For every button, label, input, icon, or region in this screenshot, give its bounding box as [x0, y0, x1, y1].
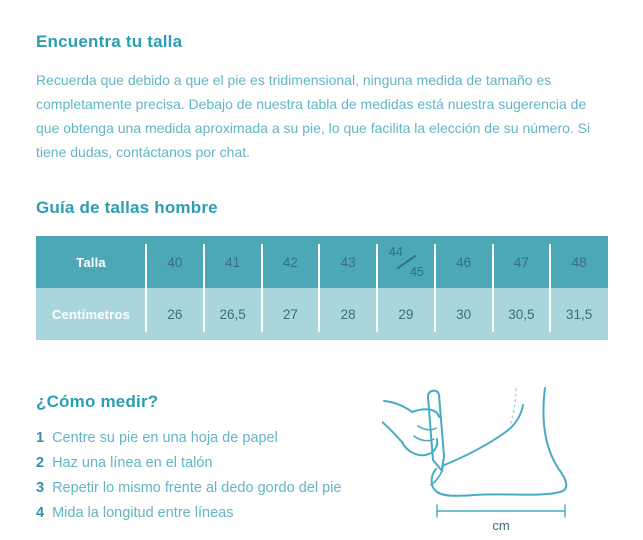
step-number: 2 [36, 455, 45, 471]
table-value-cell: 26,5 [219, 306, 246, 322]
size-table [36, 236, 608, 340]
table-value-cell: 28 [340, 306, 356, 322]
foot-top-line [442, 405, 523, 466]
table-value-cell: 46 [456, 254, 472, 270]
wrist-bottom-line [382, 422, 402, 442]
table-value-cell: 40 [167, 254, 183, 270]
measure-step [36, 476, 382, 501]
men-size-guide-title: Guía de tallas hombre [36, 198, 218, 217]
table-row-centimeters [36, 288, 608, 340]
how-to-measure-title: ¿Cómo medir? [36, 392, 159, 411]
table-value-cell: 30 [456, 306, 472, 322]
table-value-cell: 42 [282, 254, 298, 270]
table-value-cell: 27 [282, 306, 298, 322]
how-to-measure-section [36, 390, 610, 536]
step-text: Centre su pie en una hoja de papel [52, 430, 278, 446]
table-value-cell: 26 [167, 306, 183, 322]
finger-line-1 [418, 426, 436, 430]
how-to-measure-text [36, 390, 382, 526]
table-value-cell: 31,5 [565, 306, 593, 322]
measure-steps-list [36, 426, 382, 526]
table-row-label: Centímetros [51, 306, 131, 322]
shin-dashed-line [511, 388, 516, 423]
step-number: 3 [36, 480, 45, 496]
table-value-cell: 43 [340, 254, 356, 270]
table-value-cell: 29 [398, 306, 414, 322]
cm-label: cm [492, 518, 510, 533]
wrist-top-line [384, 401, 412, 412]
foot-outline [432, 388, 567, 496]
measure-step [36, 451, 382, 476]
table-value-cell: 41 [225, 254, 241, 270]
measure-step [36, 426, 382, 451]
step-number: 4 [36, 505, 45, 521]
measurement-line [437, 505, 565, 517]
measure-step [36, 501, 382, 526]
table-value-cell: 48 [571, 254, 587, 270]
table-value-cell: 30,5 [508, 306, 535, 322]
hand-outline [412, 409, 439, 417]
table-row-sizes [36, 236, 608, 288]
pencil-body [428, 391, 444, 471]
measure-illustration [382, 384, 610, 536]
table-row-label: Talla [76, 254, 106, 270]
table-value-cell: 44 45 [388, 245, 424, 279]
step-number: 1 [36, 430, 45, 446]
step-text: Haz una línea en el talón [52, 455, 213, 471]
step-text: Mida la longitud entre líneas [52, 505, 234, 521]
find-your-size-title: Encuentra tu talla [36, 32, 183, 51]
find-your-size-description: Recuerda que debido a que el pie es tridimensional, ninguna medida de tamaño es completamente precisa. Debajo de nuestra tabla de medidas está nuestra sugerencia de que obtenga una medida aproximada a su pie, lo que facilita la elección de su número. Si tiene dudas, contáctanos por chat. [36, 72, 591, 160]
table-value-cell: 47 [513, 254, 529, 270]
step-text: Repetir lo mismo frente al dedo gordo del pie [52, 480, 342, 496]
foot-measuring-illustration [382, 384, 610, 536]
